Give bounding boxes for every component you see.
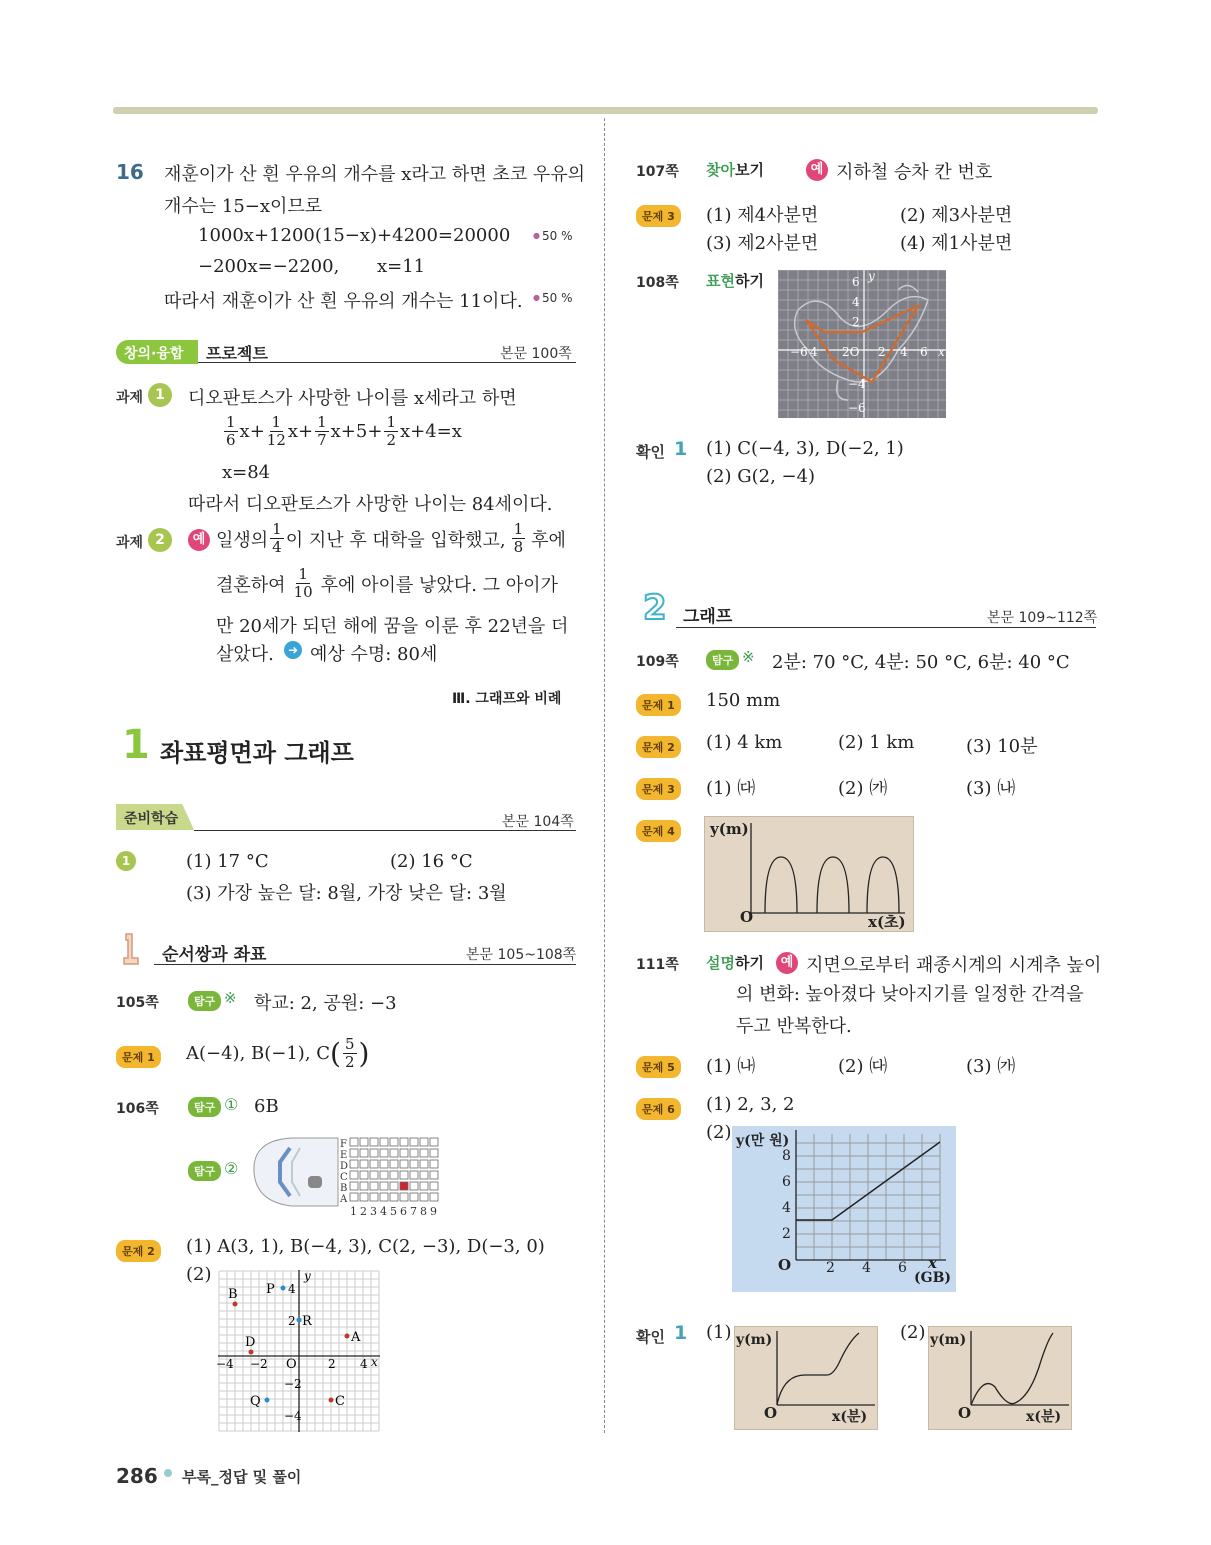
point-r [297,1318,302,1323]
point-q [265,1398,270,1403]
seat [350,1171,358,1179]
explore-badge: 탐구 [188,1161,221,1181]
footer-text: 부록_정답 및 풀이 [182,1468,302,1486]
answer: 2분: 70 °C, 4분: 50 °C, 6분: 40 °C [772,652,1070,673]
seat [400,1171,408,1179]
seat [370,1138,378,1146]
constellation-graph [778,270,946,418]
seat [380,1138,388,1146]
svg-text:x: x [938,345,945,359]
answer: (2) [706,1122,732,1143]
example-badge: 예 [806,159,828,181]
seat [410,1160,418,1168]
seat [390,1171,398,1179]
x-axis-label: x [928,1254,937,1272]
page-ref: 107쪽 [636,164,679,180]
x-axis-label: x [371,1355,378,1369]
y-axis-label: y(만 원) [736,1133,790,1149]
seat [390,1160,398,1168]
seat-row-label: E [340,1150,348,1161]
seat [360,1160,368,1168]
answer: (3) ㈏ [966,778,1016,799]
point-label: A [351,1330,361,1345]
seat-col-label: 4 [380,1205,387,1218]
seat-row-label: D [340,1161,349,1172]
seat-col-label: 9 [430,1205,437,1218]
svg-text:4: 4 [810,345,818,359]
seat-col-label: 6 [400,1205,407,1218]
x-axis-label: x(분) [832,1409,868,1425]
check-label: 확인 [636,1328,665,1346]
reference: 본문 105~108쪽 [466,947,577,963]
y-tick: 8 [782,1148,791,1164]
check-number: 1 [674,1322,688,1344]
seat [400,1149,408,1157]
page-ref: 108쪽 [636,275,679,291]
seat [380,1171,388,1179]
seat [370,1193,378,1201]
project-badge: 창의·융합 [124,346,184,362]
explore-circle: ※ [742,648,755,666]
seat [360,1182,368,1190]
svg-text:2O: 2O [842,345,860,359]
header-rule [676,627,1096,628]
problem-badge: 문제 1 [636,694,681,716]
chapter-reference: Ⅲ. 그래프와 비례 [452,691,562,707]
svg-text:6: 6 [920,345,928,359]
tick-label: 4 [360,1357,368,1371]
seat [390,1149,398,1157]
y-tick: 2 [782,1226,791,1242]
answer: (4) 제1사분면 [900,233,1013,254]
seat [360,1138,368,1146]
problem-badge: 문제 3 [636,778,681,800]
answer: 지하철 승차 칸 번호 [836,162,993,183]
seat [400,1182,408,1190]
header-rule [194,830,576,831]
answer: (1) 제4사분면 [706,205,819,226]
answer: (2) 제3사분면 [900,205,1013,226]
subsection-title: 순서쌍과 좌표 [162,945,267,965]
tick-label: −4 [284,1409,302,1423]
seat-row-label: A [340,1194,348,1205]
arrow-right-icon: ➜ [284,641,302,659]
seat [410,1138,418,1146]
svg-text:4: 4 [900,345,908,359]
reference: 본문 109~112쪽 [987,610,1098,626]
answer: 지면으로부터 괘종시계의 시계추 높이 [806,955,1102,976]
explore-circle: ① [224,1095,239,1114]
svg-text:6: 6 [852,275,860,289]
reference: 본문 104쪽 [502,814,574,830]
seat [370,1182,378,1190]
x-tick: 2 [826,1260,835,1276]
svg-text:−6: −6 [790,345,808,359]
x-tick: 4 [862,1260,871,1276]
seat [420,1171,428,1179]
column-divider [604,118,605,1433]
equation: 1000x+1200(15−x)+4200=20000 [198,225,511,246]
seat [370,1149,378,1157]
answer: (1) A(3, 1), B(−4, 3), C(2, −3), D(−3, 0) [186,1236,545,1257]
answer: 학교: 2, 공원: −3 [254,993,397,1014]
seat [430,1193,438,1201]
explore-badge: 탐구 [188,1097,221,1117]
problem-badge: 문제 3 [636,205,681,227]
score-percent: ● 50 % [533,291,572,305]
explore-badge: 탐구 [188,991,221,1011]
problem-badge: 문제 4 [636,820,681,842]
y-tick: 6 [782,1174,791,1190]
subsection-title: 그래프 [683,607,733,627]
seat [430,1138,438,1146]
origin-label: O [778,1256,792,1274]
top-rule [113,107,1098,114]
seat [410,1193,418,1201]
seat-row-label: B [340,1183,348,1194]
problem-text: 재훈이가 산 흰 우유의 개수를 x라고 하면 초코 우유의 [164,164,586,185]
seat [390,1193,398,1201]
svg-text:−6: −6 [848,401,866,415]
reference: 본문 100쪽 [500,346,572,362]
y-axis-label: y(m) [710,820,749,838]
seat [360,1193,368,1201]
activity-label: 표현하기 [706,272,764,290]
seat [360,1149,368,1157]
svg-text:2: 2 [878,345,886,359]
seat-row-label: C [340,1172,348,1183]
seat [360,1171,368,1179]
point-a [345,1334,350,1339]
sub-label: (1) [706,1322,732,1343]
svg-text:y: y [868,270,875,283]
tick-label: −2 [284,1377,302,1391]
y-tick: 4 [782,1200,791,1216]
task-text: 살았다. [216,644,274,665]
point-label: C [335,1394,345,1409]
tick-label: −4 [216,1357,234,1371]
answer: (2) G(2, −4) [706,466,816,487]
seat [350,1138,358,1146]
point-d [249,1350,254,1355]
seat-row-label: F [340,1139,347,1150]
answer: (1) C(−4, 3), D(−2, 1) [706,438,904,459]
seat [350,1160,358,1168]
answer: (2) ㈐ [838,1056,888,1077]
answer: (2) [186,1264,212,1285]
answer: (1) ㈏ [706,1056,756,1077]
page-ref: 111쪽 [636,957,679,973]
task-number: 2 [148,528,172,552]
x-axis-label: x(초) [868,913,906,931]
problem-number: 16 [116,160,144,184]
seat [390,1182,398,1190]
x-tick: 6 [898,1260,907,1276]
tick-label: −2 [250,1357,268,1371]
subsection-number-mark [122,932,140,966]
seat [400,1193,408,1201]
task-text: 만 20세가 되던 해에 꿈을 이룬 후 22년을 더 [216,616,569,637]
subsection-number: 2 [643,588,667,628]
task-text: 디오판토스가 사망한 나이를 x세라고 하면 [188,388,517,409]
seat [380,1182,388,1190]
answer: (3) ㈎ [966,1056,1016,1077]
item-number: 1 [116,851,136,871]
point-c [329,1398,334,1403]
conclusion: 따라서 재훈이가 산 흰 우유의 개수는 11이다. [164,291,523,312]
answer: 150 mm [706,690,781,711]
answer: (1) 4 km [706,732,783,753]
svg-text:−4: −4 [848,377,866,391]
x-axis-unit: (GB) [914,1270,952,1286]
seat [370,1160,378,1168]
seat [350,1149,358,1157]
seat-col-label: 8 [420,1205,427,1218]
header-rule [198,362,576,363]
activity-label: 찾아보기 [706,161,764,179]
section-number: 1 [122,722,150,768]
seat [380,1149,388,1157]
answer: (1) 17 °C [186,851,269,872]
answer: (2) 16 °C [390,851,473,872]
point-label: P [266,1282,275,1297]
point-b [233,1302,238,1307]
train-seat-diagram [252,1134,448,1218]
activity-label: 설명하기 [706,954,764,972]
score-percent: ● 50 % [533,229,572,243]
seat-col-label: 1 [350,1205,357,1218]
seat [390,1138,398,1146]
page-number: 286 [116,1464,158,1488]
answer: (1) ㈐ [706,778,756,799]
problem-badge: 문제 6 [636,1098,681,1120]
equation: x=11 [377,256,426,277]
point-label: Q [250,1394,261,1409]
seat-col-label: 7 [410,1205,417,1218]
seat [420,1193,428,1201]
seat [420,1160,428,1168]
answer: (3) 10분 [966,736,1038,757]
seat [420,1182,428,1190]
example-badge: 예 [776,952,798,974]
project-title: 프로젝트 [206,344,268,363]
problem-badge: 문제 5 [636,1056,681,1078]
answer: 두고 반복한다. [736,1016,852,1037]
problem-badge: 문제 1 [116,1046,161,1068]
section-title: 좌표평면과 그래프 [160,739,354,767]
task-label: 과제 [116,390,144,406]
seat [350,1193,358,1201]
seat [370,1171,378,1179]
seat [430,1182,438,1190]
y-axis-label: y(m) [736,1332,773,1348]
seat [430,1171,438,1179]
seat [400,1138,408,1146]
prep-badge: 준비학습 [124,811,179,827]
point-label: B [228,1287,238,1302]
check-label: 확인 [636,443,665,461]
seat [430,1160,438,1168]
coordinate-plane [216,1268,382,1434]
point-p [281,1286,286,1291]
origin-label: O [740,908,754,926]
tick-label: 4 [288,1282,296,1296]
explore-badge: 탐구 [706,650,739,670]
equation: −200x=−2200, [198,256,340,277]
y-axis-label: y(m) [930,1332,967,1348]
point-label: R [302,1314,312,1329]
example-badge: 예 [188,529,210,551]
expected-lifespan: 예상 수명: 80세 [310,644,438,665]
answer: A(−4), B(−1), C ( $\frac{5}{2}$ ) [186,1035,370,1071]
seat [380,1193,388,1201]
seat [430,1149,438,1157]
tick-label: 2 [288,1314,296,1328]
seat-col-label: 5 [390,1205,397,1218]
problem-badge: 문제 2 [116,1240,161,1262]
seat [350,1182,358,1190]
tick-label: 2 [328,1357,336,1371]
explore-circle: ※ [224,989,237,1007]
point-label: D [245,1335,256,1350]
origin-label: O [764,1404,778,1422]
svg-text:2: 2 [852,315,860,329]
solution: x=84 [222,462,271,483]
svg-text:4: 4 [852,295,860,309]
answer: (3) 제2사분면 [706,233,819,254]
seat [410,1171,418,1179]
page-ref: 105쪽 [116,995,159,1011]
seat-col-label: 3 [370,1205,377,1218]
answer: (1) 2, 3, 2 [706,1094,795,1115]
problem-text: 개수는 15−x이므로 [164,196,323,217]
seat-col-label: 2 [360,1205,367,1218]
page-ref: 106쪽 [116,1101,159,1117]
explore-circle: ② [224,1159,239,1178]
seat [420,1149,428,1157]
seat [400,1160,408,1168]
origin-label: O [286,1357,297,1372]
answer: 의 변화: 높아졌다 낮아지기를 일정한 간격을 [736,984,1084,1005]
conclusion: 따라서 디오판토스가 사망한 나이는 84세이다. [188,494,553,515]
task-label: 과제 [116,535,144,551]
y-axis-label: y [304,1269,311,1283]
page-ref: 109쪽 [636,654,679,670]
task-text: 일생의 $\frac{1}{4}$ 이 지난 후 대학을 입학했고, $\frac{1}{8}$ 후에 [216,520,566,556]
seat [410,1149,418,1157]
seat [380,1160,388,1168]
origin-label: O [958,1404,972,1422]
sub-label: (2) [900,1322,926,1343]
answer: (2) ㈎ [838,778,888,799]
answer: 6B [254,1096,279,1117]
seat [420,1138,428,1146]
header-rule [154,964,576,965]
seat [410,1182,418,1190]
data-plan-graph [732,1126,956,1292]
x-axis-label: x(분) [1026,1409,1062,1425]
answer: (2) 1 km [838,732,915,753]
task-text: 결혼하여 $\frac{1}{10}$ 후에 아이를 낳았다. 그 아이가 [216,565,558,601]
footer-dot [164,1469,172,1477]
problem-badge: 문제 2 [636,736,681,758]
task-number: 1 [148,383,172,407]
check-number: 1 [674,438,688,460]
answer: (3) 가장 높은 달: 8월, 가장 낮은 달: 3월 [186,883,507,904]
equation: $\frac{1}{6}$ x+ $\frac{1}{12}$ x+ $\frac{1}{7}$ x+5+ $\frac{1}{2}$ x+4=x [226,413,462,449]
